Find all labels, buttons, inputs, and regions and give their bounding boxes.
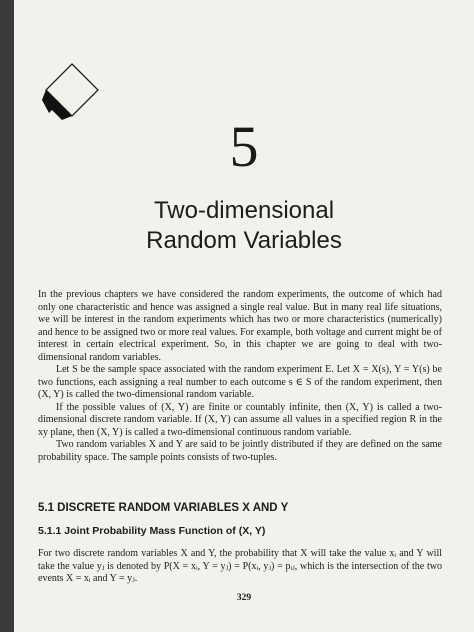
chapter-intro-text bbox=[38, 289, 442, 464]
paragraph-jointly-distributed: Two random variables X and Y are said to be jointly distributed if they are defined on the same probability space. The sample points consists of two-tuples. bbox=[38, 439, 442, 463]
paragraph-definition: Let S be the sample space associated with the random experiment E. Let X = X(s), Y = Y(s) be two functions, each assigning a real number to each outcome s ∈ S of the random experiment, then (X, Y) is called the two-dimensional random variable. bbox=[38, 364, 442, 400]
page-number: 329 bbox=[236, 593, 252, 603]
chapter-number: 5 bbox=[229, 114, 259, 179]
paragraph-intro: In the previous chapters we have considered the random experiments, the outcome of which had only one characteristic and hence was assigned a single real value. But in many real life situations, we will be interest in the random experiments which has two or more characteristics (numerically) and hence to be assigned two or more real values. For example, both voltage and current might be of interest in certain electrical experiment. So, in this chapter we are going to deal with two-dimensional random variables. bbox=[38, 289, 442, 363]
section-heading: 5.1 DISCRETE RANDOM VARIABLES X AND Y bbox=[38, 502, 289, 514]
book-page bbox=[14, 0, 474, 632]
chapter-title bbox=[14, 196, 474, 256]
chapter-title-line2: Random Variables bbox=[146, 227, 342, 254]
chapter-corner-mark bbox=[42, 60, 102, 120]
chapter-title-line1: Two-dimensional bbox=[153, 197, 335, 224]
subsection-heading: 5.1.1 Joint Probability Mass Function of (X, Y) bbox=[38, 525, 266, 537]
paragraph-discrete-continuous: If the possible values of (X, Y) are finite or countably infinite, then (X, Y) is called a two-dimensional discrete random variable. If (X, Y) can assume all values in a specified region R in the xy plane, then (X, Y) is called a two-dimensional continuous random variable. bbox=[38, 401, 442, 438]
subsection-text: For two discrete random variables X and Y, the probability that X will take the value xᵢ and Y will take the value yⱼ is denoted by P(X = xᵢ, Y = yⱼ) = P(xᵢ, yⱼ) = pᵢⱼ, which is the intersection of the two events X = xᵢ and Y = yⱼ. bbox=[38, 548, 442, 584]
